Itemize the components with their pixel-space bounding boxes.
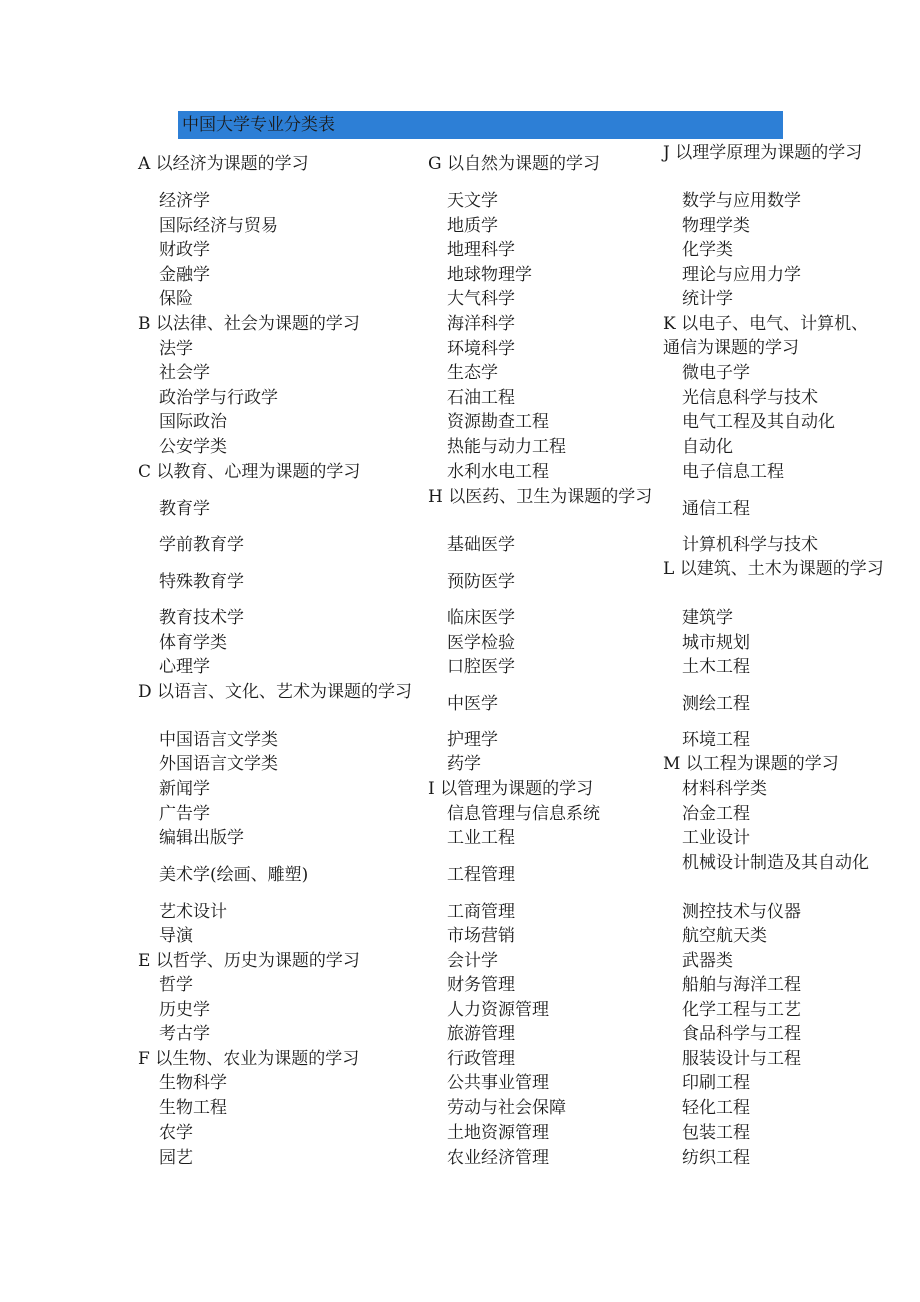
title-bar (178, 111, 783, 139)
major-item: 资源勘查工程 (447, 412, 549, 432)
major-item: 通信工程 (682, 499, 750, 519)
major-item: 材料科学类 (682, 779, 767, 799)
major-item: 生物工程 (159, 1098, 227, 1118)
major-item: 建筑学 (682, 608, 733, 628)
major-item: 政治学与行政学 (159, 388, 278, 408)
major-item: 劳动与社会保障 (447, 1098, 566, 1118)
major-item: 药学 (447, 754, 481, 774)
major-item: 学前教育学 (159, 535, 244, 555)
major-item: 热能与动力工程 (447, 437, 566, 457)
major-item: 人力资源管理 (447, 1000, 549, 1020)
major-item: 财政学 (159, 240, 210, 260)
major-item: 自动化 (682, 437, 733, 457)
major-item: 法学 (159, 339, 193, 359)
category-heading: K 以电子、电气、计算机、通信为课题的学习 (663, 314, 869, 358)
major-item: 大气科学 (447, 289, 515, 309)
major-item: 工业工程 (447, 828, 515, 848)
major-item: 农学 (159, 1123, 193, 1143)
major-item: 编辑出版学 (159, 828, 244, 848)
major-item: 旅游管理 (447, 1024, 515, 1044)
major-item: 冶金工程 (682, 804, 750, 824)
category-heading: H 以医药、卫生为课题的学习 (428, 487, 653, 507)
major-item: 土地资源管理 (447, 1123, 549, 1143)
major-item: 信息管理与信息系统 (447, 804, 600, 824)
major-item: 考古学 (159, 1024, 210, 1044)
category-heading: I 以管理为课题的学习 (428, 779, 594, 799)
major-item: 地球物理学 (447, 265, 532, 285)
major-item: 武器类 (682, 951, 733, 971)
category-heading: D 以语言、文化、艺术为课题的学习 (138, 682, 413, 702)
major-item: 工商管理 (447, 902, 515, 922)
major-item: 国际政治 (159, 412, 227, 432)
major-item: 预防医学 (447, 572, 515, 592)
major-item: 公共事业管理 (447, 1073, 549, 1093)
major-item: 基础医学 (447, 535, 515, 555)
major-item: 美术学(绘画、雕塑) (159, 865, 309, 885)
major-item: 城市规划 (682, 633, 750, 653)
major-item: 电子信息工程 (682, 462, 784, 482)
major-item: 公安学类 (159, 437, 227, 457)
major-item: 环境工程 (682, 730, 750, 750)
category-heading: F 以生物、农业为课题的学习 (138, 1049, 360, 1069)
major-item: 体育学类 (159, 633, 227, 653)
major-item: 航空航天类 (682, 926, 767, 946)
major-item: 服装设计与工程 (682, 1049, 801, 1069)
major-item: 机械设计制造及其自动化 (682, 853, 869, 873)
category-heading: M 以工程为课题的学习 (663, 754, 839, 774)
major-item: 食品科学与工程 (682, 1024, 801, 1044)
major-item: 水利水电工程 (447, 462, 549, 482)
major-item: 市场营销 (447, 926, 515, 946)
category-heading: A 以经济为课题的学习 (138, 154, 309, 174)
major-item: 印刷工程 (682, 1073, 750, 1093)
category-heading: E 以哲学、历史为课题的学习 (138, 951, 360, 971)
major-item: 特殊教育学 (159, 572, 244, 592)
category-heading: J 以理学原理为课题的学习 (663, 143, 863, 163)
major-item: 经济学 (159, 191, 210, 211)
major-item: 地理科学 (447, 240, 515, 260)
major-item: 测绘工程 (682, 694, 750, 714)
major-item: 中国语言文学类 (159, 730, 278, 750)
category-heading: G 以自然为课题的学习 (428, 154, 600, 174)
major-item: 口腔医学 (447, 657, 515, 677)
major-item: 工程管理 (447, 865, 515, 885)
major-item: 金融学 (159, 265, 210, 285)
major-item: 新闻学 (159, 779, 210, 799)
major-item: 国际经济与贸易 (159, 216, 278, 236)
major-item: 社会学 (159, 363, 210, 383)
major-item: 保险 (159, 289, 193, 309)
page-title: 中国大学专业分类表 (182, 115, 335, 135)
major-item: 物理学类 (682, 216, 750, 236)
major-item: 计算机科学与技术 (682, 535, 818, 555)
category-heading: L 以建筑、土木为课题的学习 (663, 559, 884, 579)
major-item: 石油工程 (447, 388, 515, 408)
major-item: 船舶与海洋工程 (682, 975, 801, 995)
major-item: 轻化工程 (682, 1098, 750, 1118)
major-item: 海洋科学 (447, 314, 515, 334)
major-item: 哲学 (159, 975, 193, 995)
major-item: 教育技术学 (159, 608, 244, 628)
major-item: 包装工程 (682, 1123, 750, 1143)
major-item: 数学与应用数学 (682, 191, 801, 211)
major-item: 导演 (159, 926, 193, 946)
major-item: 行政管理 (447, 1049, 515, 1069)
major-item: 生物科学 (159, 1073, 227, 1093)
category-heading: C 以教育、心理为课题的学习 (138, 462, 361, 482)
major-item: 微电子学 (682, 363, 750, 383)
major-item: 中医学 (447, 694, 498, 714)
major-item: 护理学 (447, 730, 498, 750)
major-item: 农业经济管理 (447, 1148, 549, 1168)
major-item: 纺织工程 (682, 1148, 750, 1168)
major-item: 电气工程及其自动化 (682, 412, 835, 432)
major-item: 艺术设计 (159, 902, 227, 922)
major-item: 化学类 (682, 240, 733, 260)
major-item: 工业设计 (682, 828, 750, 848)
major-item: 天文学 (447, 191, 498, 211)
major-item: 心理学 (159, 657, 210, 677)
category-heading: B 以法律、社会为课题的学习 (138, 314, 360, 334)
major-item: 园艺 (159, 1148, 193, 1168)
major-item: 教育学 (159, 499, 210, 519)
major-item: 地质学 (447, 216, 498, 236)
major-item: 测控技术与仪器 (682, 902, 801, 922)
major-item: 医学检验 (447, 633, 515, 653)
major-item: 统计学 (682, 289, 733, 309)
major-item: 广告学 (159, 804, 210, 824)
major-item: 化学工程与工艺 (682, 1000, 801, 1020)
major-item: 临床医学 (447, 608, 515, 628)
major-item: 理论与应用力学 (682, 265, 801, 285)
major-item: 历史学 (159, 1000, 210, 1020)
major-item: 生态学 (447, 363, 498, 383)
major-item: 会计学 (447, 951, 498, 971)
major-item: 财务管理 (447, 975, 515, 995)
major-item: 外国语言文学类 (159, 754, 278, 774)
major-item: 土木工程 (682, 657, 750, 677)
major-item: 环境科学 (447, 339, 515, 359)
major-item: 光信息科学与技术 (682, 388, 818, 408)
